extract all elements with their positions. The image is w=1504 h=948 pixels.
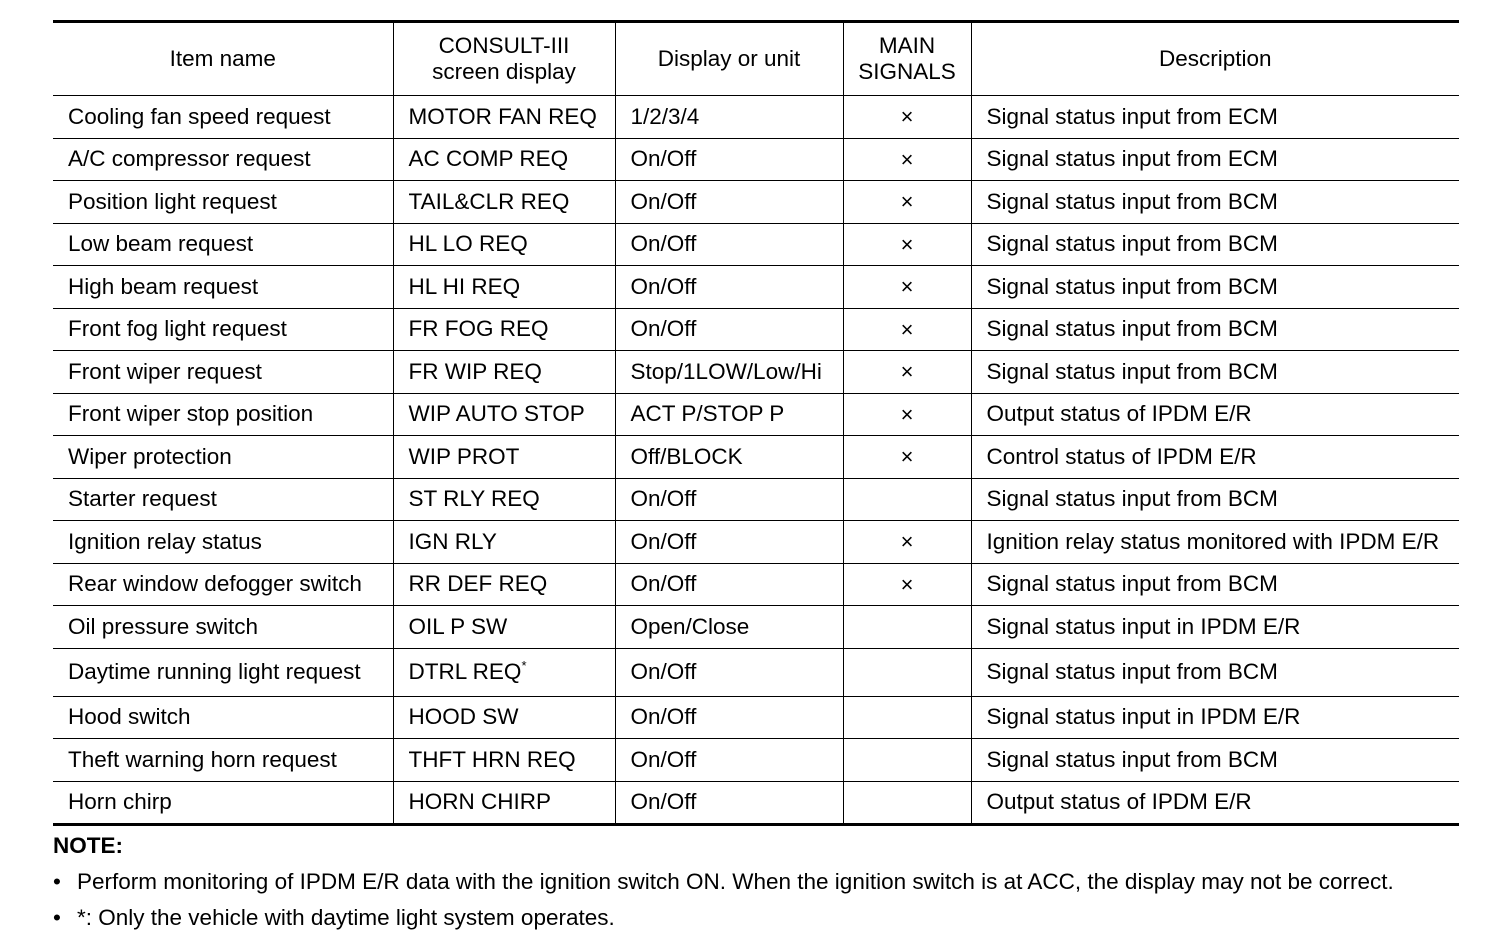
cell-display-unit: Stop/1LOW/Low/Hi bbox=[615, 351, 843, 394]
cell-consult-display: ST RLY REQ bbox=[393, 478, 615, 521]
cell-description: Output status of IPDM E/R bbox=[971, 781, 1459, 825]
header-item-name: Item name bbox=[53, 22, 393, 96]
cell-consult-display: WIP AUTO STOP bbox=[393, 393, 615, 436]
header-main-signals: MAIN SIGNALS bbox=[843, 22, 971, 96]
cell-description: Signal status input from BCM bbox=[971, 223, 1459, 266]
cell-display-unit: Off/BLOCK bbox=[615, 436, 843, 479]
cell-main-signal-mark bbox=[843, 606, 971, 649]
footnote-marker: * bbox=[521, 658, 527, 674]
cell-display-unit: On/Off bbox=[615, 739, 843, 782]
cell-item-name: Low beam request bbox=[53, 223, 393, 266]
table-row bbox=[53, 393, 1459, 436]
cell-consult-display: HL HI REQ bbox=[393, 266, 615, 309]
bullet-marker: • bbox=[53, 905, 61, 930]
cell-consult-display: TAIL&CLR REQ bbox=[393, 181, 615, 224]
cell-consult-display: MOTOR FAN REQ bbox=[393, 96, 615, 139]
cell-description: Signal status input from BCM bbox=[971, 648, 1459, 696]
table-row bbox=[53, 266, 1459, 309]
cell-description: Output status of IPDM E/R bbox=[971, 393, 1459, 436]
table-row bbox=[53, 351, 1459, 394]
cell-display-unit: On/Off bbox=[615, 223, 843, 266]
cell-item-name: Theft warning horn request bbox=[53, 739, 393, 782]
cell-item-name: Ignition relay status bbox=[53, 521, 393, 564]
table-row bbox=[53, 648, 1459, 696]
cell-item-name: Rear window defogger switch bbox=[53, 563, 393, 606]
cell-description: Signal status input from BCM bbox=[971, 478, 1459, 521]
table-row bbox=[53, 606, 1459, 649]
cell-display-unit: On/Off bbox=[615, 563, 843, 606]
header-description: Description bbox=[971, 22, 1459, 96]
cell-main-signal-mark: × bbox=[843, 138, 971, 181]
cell-main-signal-mark: × bbox=[843, 351, 971, 394]
note-item bbox=[53, 869, 1459, 895]
note-title: NOTE: bbox=[53, 833, 123, 858]
cell-main-signal-mark bbox=[843, 739, 971, 782]
cell-description: Signal status input from BCM bbox=[971, 308, 1459, 351]
cell-display-unit: On/Off bbox=[615, 138, 843, 181]
header-row bbox=[53, 22, 1459, 96]
cell-item-name: Starter request bbox=[53, 478, 393, 521]
cell-item-name: Cooling fan speed request bbox=[53, 96, 393, 139]
cell-main-signal-mark: × bbox=[843, 181, 971, 224]
cell-display-unit: On/Off bbox=[615, 648, 843, 696]
cell-consult-display bbox=[393, 648, 615, 696]
cell-item-name: Daytime running light request bbox=[53, 648, 393, 696]
cell-item-name: Front fog light request bbox=[53, 308, 393, 351]
cell-description: Signal status input from ECM bbox=[971, 96, 1459, 139]
cell-consult-display: IGN RLY bbox=[393, 521, 615, 564]
cell-description: Signal status input from BCM bbox=[971, 181, 1459, 224]
cell-display-unit: On/Off bbox=[615, 521, 843, 564]
cell-main-signal-mark bbox=[843, 781, 971, 825]
consult-code: DTRL REQ bbox=[408, 659, 522, 685]
cell-description: Signal status input from ECM bbox=[971, 138, 1459, 181]
cell-consult-display: THFT HRN REQ bbox=[393, 739, 615, 782]
cell-description: Signal status input from BCM bbox=[971, 266, 1459, 309]
cell-main-signal-mark: × bbox=[843, 266, 971, 309]
cell-item-name: Position light request bbox=[53, 181, 393, 224]
cell-main-signal-mark: × bbox=[843, 436, 971, 479]
cell-description: Signal status input from BCM bbox=[971, 563, 1459, 606]
cell-consult-display: AC COMP REQ bbox=[393, 138, 615, 181]
header-display-unit: Display or unit bbox=[615, 22, 843, 96]
cell-main-signal-mark: × bbox=[843, 393, 971, 436]
data-monitor-table bbox=[53, 20, 1459, 826]
cell-item-name: A/C compressor request bbox=[53, 138, 393, 181]
cell-display-unit: On/Off bbox=[615, 266, 843, 309]
cell-description: Signal status input from BCM bbox=[971, 351, 1459, 394]
cell-display-unit: On/Off bbox=[615, 781, 843, 825]
header-consult-display: CONSULT-III screen display bbox=[393, 22, 615, 96]
cell-main-signal-mark: × bbox=[843, 308, 971, 351]
cell-consult-display: FR FOG REQ bbox=[393, 308, 615, 351]
table-row bbox=[53, 563, 1459, 606]
cell-description: Signal status input in IPDM E/R bbox=[971, 696, 1459, 739]
table-row bbox=[53, 739, 1459, 782]
cell-description: Signal status input in IPDM E/R bbox=[971, 606, 1459, 649]
cell-main-signal-mark bbox=[843, 478, 971, 521]
cell-main-signal-mark bbox=[843, 648, 971, 696]
note-text: *: Only the vehicle with daytime light system operates. bbox=[77, 905, 615, 930]
cell-display-unit: On/Off bbox=[615, 308, 843, 351]
cell-description: Signal status input from BCM bbox=[971, 739, 1459, 782]
note-item bbox=[53, 905, 1459, 931]
cell-description: Ignition relay status monitored with IPDM E/R bbox=[971, 521, 1459, 564]
cell-main-signal-mark: × bbox=[843, 96, 971, 139]
table-row bbox=[53, 96, 1459, 139]
cell-consult-display: OIL P SW bbox=[393, 606, 615, 649]
cell-item-name: High beam request bbox=[53, 266, 393, 309]
cell-display-unit: On/Off bbox=[615, 696, 843, 739]
note-list bbox=[53, 869, 1459, 931]
cell-main-signal-mark: × bbox=[843, 223, 971, 266]
cell-consult-display: HL LO REQ bbox=[393, 223, 615, 266]
cell-main-signal-mark: × bbox=[843, 563, 971, 606]
cell-consult-display: WIP PROT bbox=[393, 436, 615, 479]
table-row bbox=[53, 521, 1459, 564]
cell-consult-display: HOOD SW bbox=[393, 696, 615, 739]
cell-item-name: Oil pressure switch bbox=[53, 606, 393, 649]
cell-main-signal-mark: × bbox=[843, 521, 971, 564]
cell-display-unit: On/Off bbox=[615, 478, 843, 521]
table-row bbox=[53, 223, 1459, 266]
cell-consult-display: FR WIP REQ bbox=[393, 351, 615, 394]
table-row bbox=[53, 181, 1459, 224]
cell-display-unit: Open/Close bbox=[615, 606, 843, 649]
cell-item-name: Front wiper request bbox=[53, 351, 393, 394]
cell-consult-display: HORN CHIRP bbox=[393, 781, 615, 825]
cell-display-unit: ACT P/STOP P bbox=[615, 393, 843, 436]
cell-item-name: Horn chirp bbox=[53, 781, 393, 825]
table-row bbox=[53, 436, 1459, 479]
cell-item-name: Hood switch bbox=[53, 696, 393, 739]
table-row bbox=[53, 308, 1459, 351]
table-row bbox=[53, 478, 1459, 521]
cell-description: Control status of IPDM E/R bbox=[971, 436, 1459, 479]
table-row bbox=[53, 696, 1459, 739]
data-monitor-document bbox=[53, 20, 1459, 931]
cell-item-name: Wiper protection bbox=[53, 436, 393, 479]
cell-display-unit: On/Off bbox=[615, 181, 843, 224]
table-row bbox=[53, 138, 1459, 181]
note-text: Perform monitoring of IPDM E/R data with the ignition switch ON. When the ignition switch is at ACC, the display may not be correct. bbox=[77, 869, 1394, 894]
cell-consult-display: RR DEF REQ bbox=[393, 563, 615, 606]
cell-main-signal-mark bbox=[843, 696, 971, 739]
bullet-marker: • bbox=[53, 869, 61, 894]
cell-display-unit: 1/2/3/4 bbox=[615, 96, 843, 139]
table-row bbox=[53, 781, 1459, 825]
cell-item-name: Front wiper stop position bbox=[53, 393, 393, 436]
